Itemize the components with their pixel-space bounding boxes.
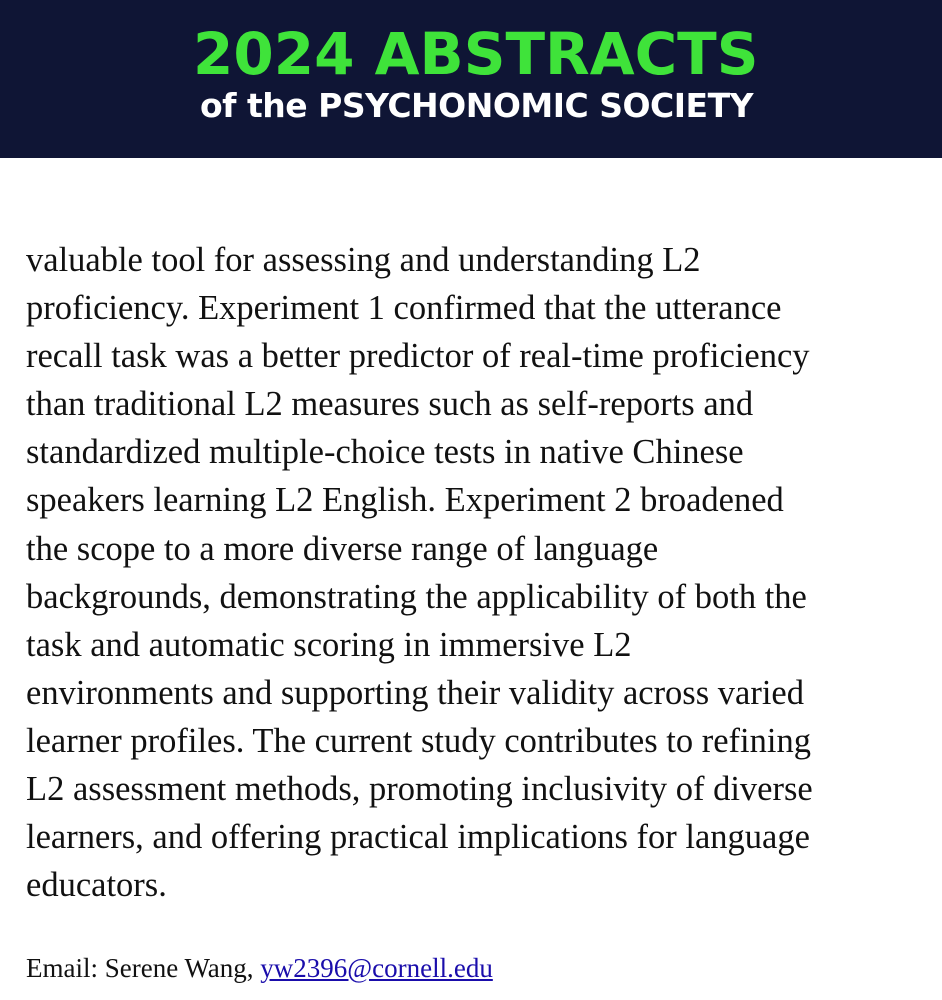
abstract-line: task and automatic scoring in immersive L2 [26,625,632,664]
abstract-line: proficiency. Experiment 1 confirmed that the utterance [26,289,782,328]
contact-prefix: Email: Serene Wang, [26,953,261,983]
banner-subtitle: of the PSYCHONOMIC SOCIETY [200,86,753,125]
email-link[interactable]: yw2396@cornell.edu [260,953,493,983]
abstract-line: learner profiles. The current study contributes to refining [26,721,811,760]
abstract-line: L2 assessment methods, promoting inclusivity of diverse [26,770,813,809]
abstract-line: speakers learning L2 English. Experiment 2 broadened [26,481,784,520]
abstract-line: standardized multiple-choice tests in native Chinese [26,433,744,472]
banner-title: 2024 ABSTRACTS [193,20,759,88]
abstract-line: recall task was a better predictor of real-time proficiency [26,337,810,376]
abstract-line: learners, and offering practical implications for language [26,818,810,857]
header-banner [0,0,942,158]
abstract-line: backgrounds, demonstrating the applicability of both the [26,577,807,616]
abstract-line: valuable tool for assessing and understanding L2 [26,241,701,279]
contact-email-line [26,948,493,988]
abstract-line: than traditional L2 measures such as self-reports and [26,385,754,424]
abstract-line: educators. [26,866,167,905]
abstract-line: environments and supporting their validity across varied [26,673,804,712]
abstract-text [26,236,931,909]
abstract-line: the scope to a more diverse range of language [26,529,659,568]
